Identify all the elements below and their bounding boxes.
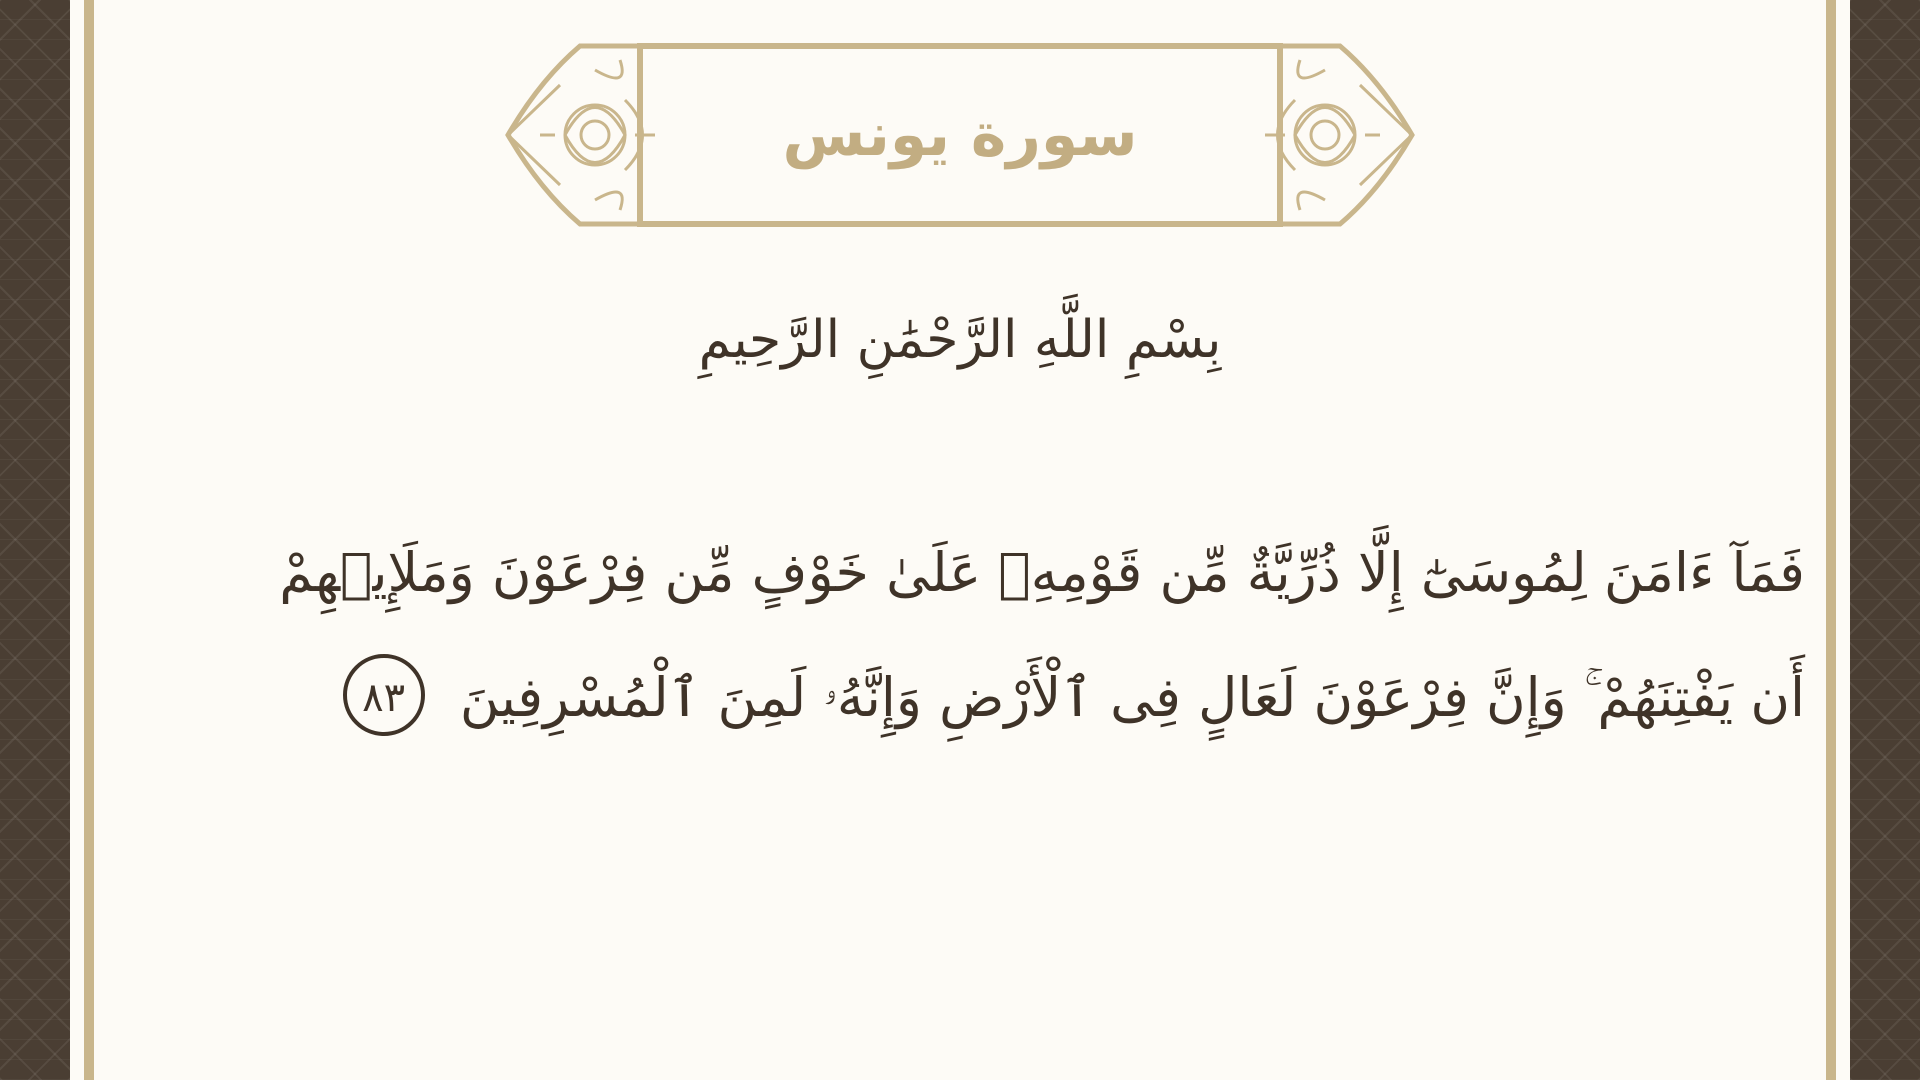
verse-text [110, 510, 1805, 760]
right-ornamental-border [1850, 0, 1920, 1080]
surah-title-frame [500, 40, 1420, 230]
surah-title: سورة يونس [782, 100, 1138, 170]
verse-line-1: فَمَآ ءَامَنَ لِمُوسَىٰٓ إِلَّا ذُرِّيَّةٌ مِّن قَوْمِهِۦ عَلَىٰ خَوْفٍ مِّن فِرْعَوْنَ وَمَلَإِي۟هِمْ [279, 541, 1805, 604]
verse-line-2-text: أَن يَفْتِنَهُمْ ۚ وَإِنَّ فِرْعَوْنَ لَعَالٍ فِى ٱلْأَرْضِ وَإِنَّهُۥ لَمِنَ ٱلْمُسْرِفِينَ [459, 666, 1805, 729]
verse-line-2 [110, 635, 1805, 760]
left-ornamental-border [0, 0, 70, 1080]
right-gold-rule [1826, 0, 1836, 1080]
ayah-number-marker: ٨٣ [343, 654, 425, 736]
left-gold-rule [84, 0, 94, 1080]
basmala: بِسْمِ اللَّهِ الرَّحْمَٰنِ الرَّحِيمِ [698, 310, 1222, 370]
